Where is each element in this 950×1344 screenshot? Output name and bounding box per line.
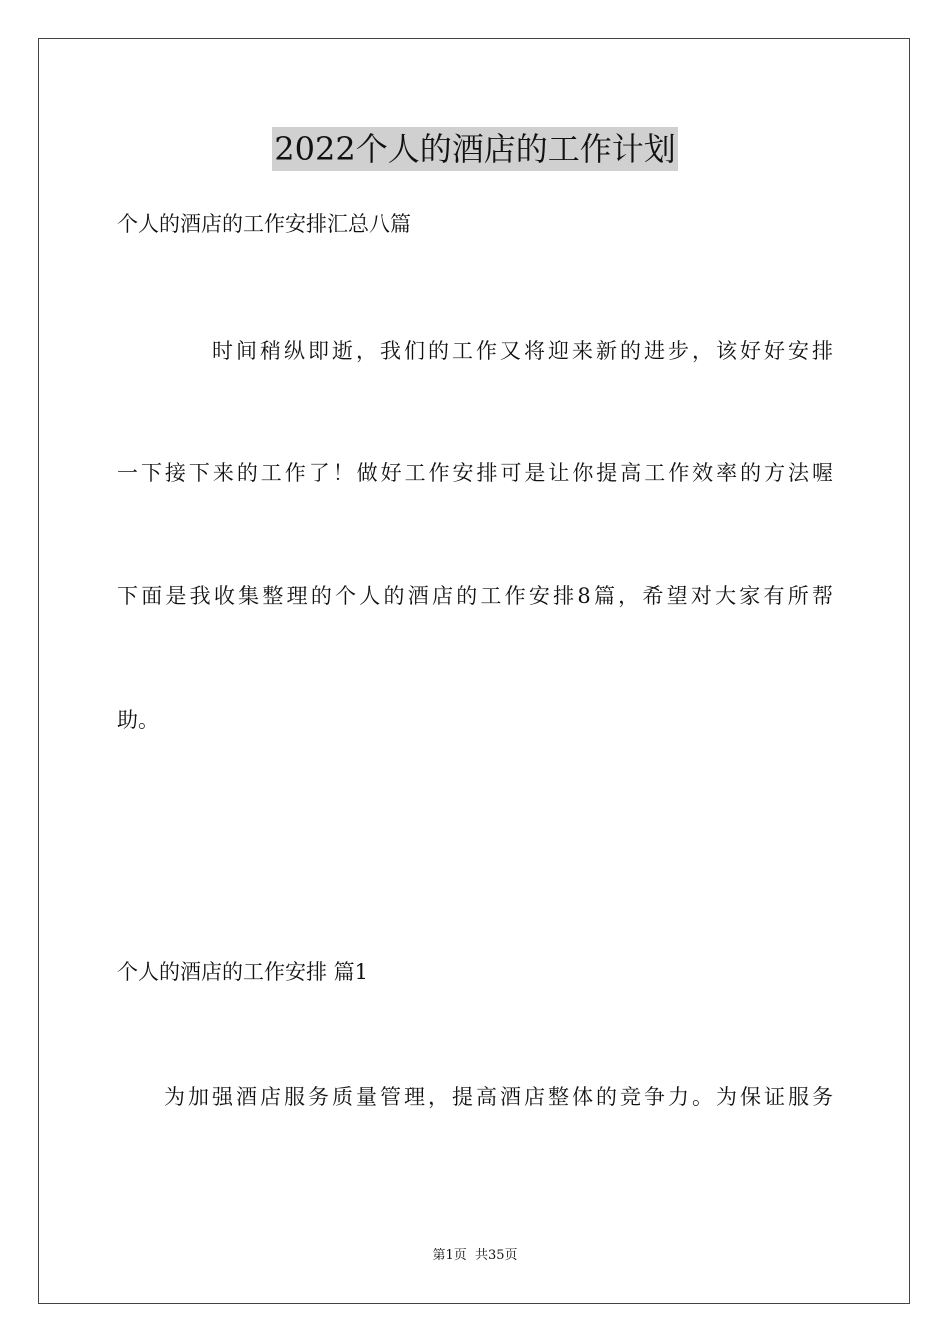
intro-line-4: 助。: [117, 708, 159, 732]
page-number: 第1页: [432, 1248, 467, 1263]
document-subtitle: 个人的酒店的工作安排汇总八篇: [117, 212, 411, 236]
intro-line-2: 一下接下来的工作了！做好工作安排可是让你提高工作效率的方法喔: [117, 461, 833, 485]
intro-line-1: 时间稍纵即逝，我们的工作又将迎来新的进步，该好好安排: [212, 339, 833, 363]
document-title: 2022个人的酒店的工作计划: [272, 127, 677, 171]
page-footer: [0, 1247, 950, 1265]
intro-line-3: 下面是我收集整理的个人的酒店的工作安排8篇，希望对大家有所帮: [117, 584, 833, 608]
title-wrap: [0, 127, 950, 171]
section-line-1: 为加强酒店服务质量管理，提高酒店整体的竞争力。为保证服务: [164, 1085, 833, 1109]
section-heading: 个人的酒店的工作安排 篇1: [117, 960, 369, 984]
page-total: 共35页: [474, 1248, 518, 1263]
